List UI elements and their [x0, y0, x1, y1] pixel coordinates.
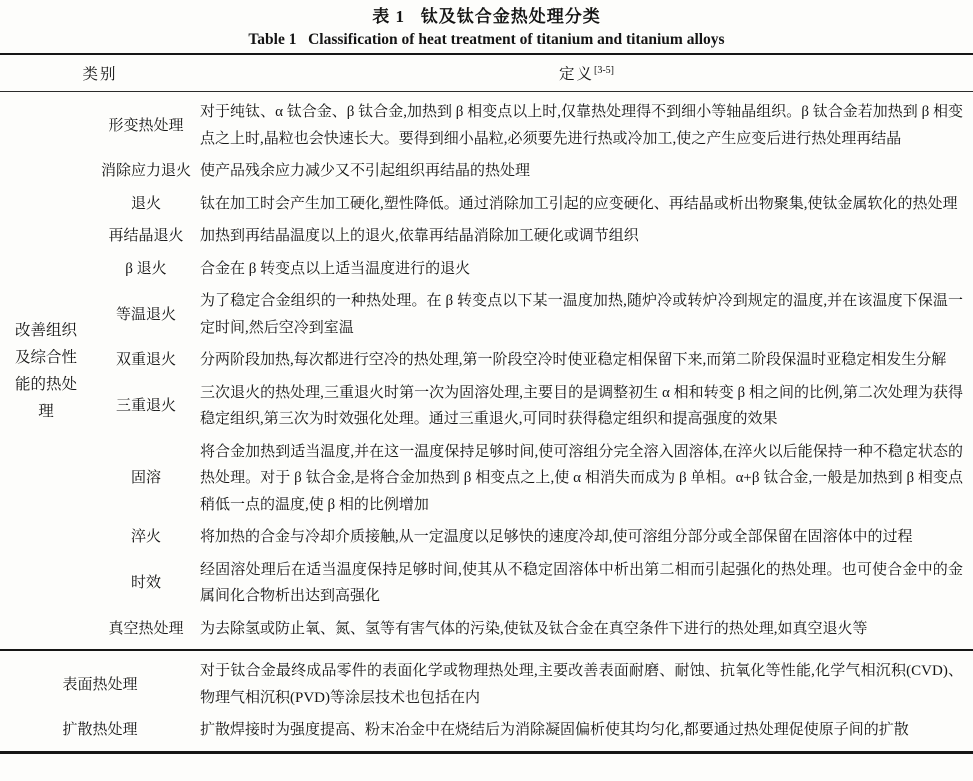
- treatment-definition: 三次退火的热处理,三重退火时第一次为固溶处理,主要目的是调整初生 α 相和转变 β 相之间的比例,第二次处理为获得稳定组织,第三次为时效强化处理。通过三重退火,可同时获得稳定组织和提高强度的效果: [200, 384, 963, 427]
- table-row: [92, 613, 973, 646]
- table-row: [92, 253, 973, 286]
- column-header-category: 类别: [82, 66, 118, 83]
- column-header-definition: [200, 62, 973, 84]
- treatment-name: 扩散热处理: [62, 722, 138, 739]
- table-row: [92, 220, 973, 253]
- table-row: [92, 521, 973, 554]
- table-row: [92, 554, 973, 613]
- treatment-definition: 分两阶段加热,每次都进行空冷的热处理,第一阶段空冷时使亚稳定相保留下来,而第二阶段保温时亚稳定相发生分解: [200, 352, 947, 368]
- table-header-row: [0, 55, 973, 92]
- treatment-definition: 对于钛合金最终成品零件的表面化学或物理热处理,主要改善表面耐磨、耐蚀、抗氧化等性能,化学气相沉积(CVD)、物理气相沉积(PVD)等涂层技术也包括在内: [200, 663, 963, 706]
- citation-reference: [3-5]: [594, 64, 614, 76]
- treatment-name: 时效: [130, 575, 161, 591]
- treatment-name: 表面热处理: [62, 676, 138, 693]
- treatment-definition: 经固溶处理后在适当温度保持足够时间,使其从不稳定固溶体中析出第二相而引起强化的热处理。也可使合金中的金属间化合物析出达到高强化: [200, 561, 963, 604]
- treatment-name: 形变热处理: [108, 117, 184, 134]
- treatment-name: 退火: [130, 195, 161, 212]
- treatment-definition: 对于纯钛、α 钛合金、β 钛合金,加热到 β 相变点以上时,仅靠热处理得不到细小等轴晶组织。β 钛合金若加热到 β 相变点之上时,晶粒也会快速长大。要得到细小晶粒,必须要先进行热或冷加工,使之产生应变后进行热处理再结晶: [200, 104, 963, 147]
- table-row: [92, 285, 973, 344]
- treatment-definition: 为去除氢或防止氧、氮、氢等有害气体的污染,使钛及钛合金在真空条件下进行的热处理,如真空退火等: [200, 620, 868, 637]
- treatment-definition: 将合金加热到适当温度,并在这一温度保持足够时间,使可溶组分完全溶入固溶体,在淬火以后能保持一种不稳定状态的热处理。对于 β 钛合金,是将合金加热到 β 相变点之上,使 α 相消失而成为 β 单相。α+β 钛合金,一般是加热到 β 相变点稍低一点的温度,使 β 相的比例增加: [200, 443, 963, 513]
- table-title-english: Table 1 Classification of heat treatment of titanium and titanium alloys: [248, 31, 725, 48]
- treatment-definition: 钛在加工时会产生加工硬化,塑性降低。通过消除加工引起的应变硬化、再结晶或析出物聚集,使钛金属软化的热处理: [200, 195, 958, 212]
- treatment-name: 再结晶退火: [108, 228, 184, 245]
- table-row: [92, 96, 973, 155]
- treatment-name: 真空热处理: [108, 620, 184, 637]
- treatment-definition: 扩散焊接时为强度提高、粉末冶金中在烧结后为消除凝固偏析使其均匀化,都要通过热处理促使原子间的扩散: [200, 722, 909, 738]
- table-row: [92, 344, 973, 377]
- treatment-name: 等温退火: [115, 306, 176, 323]
- treatment-definition: 为了稳定合金组织的一种热处理。在 β 转变点以下某一温度加热,随炉冷或转炉冷到规定的温度,并在该温度下保温一定时间,然后空冷到室温: [200, 293, 963, 336]
- treatment-name: 双重退火: [115, 352, 176, 369]
- table-row: [0, 655, 973, 714]
- treatment-definition: 使产品残余应力减少又不引起组织再结晶的热处理: [200, 163, 531, 179]
- group-rows: [0, 655, 973, 747]
- treatment-name: 三重退火: [115, 398, 176, 414]
- treatment-name: β 退火: [125, 260, 167, 277]
- table-row: [0, 714, 973, 747]
- table-row: [92, 155, 973, 188]
- table-body: [0, 92, 973, 751]
- table-row: [92, 188, 973, 221]
- group-rows: [92, 96, 973, 645]
- treatment-definition: 将加热的合金与冷却介质接触,从一定温度以足够快的速度冷却,使可溶组分部分或全部保留在固溶体中的过程: [200, 529, 913, 545]
- category-label: 改善组织及综合性能的热处理: [14, 321, 77, 420]
- definition-header-label: 定义: [558, 66, 594, 83]
- treatment-name: 消除应力退火: [100, 163, 191, 180]
- table-row: [92, 436, 973, 522]
- table-row: [92, 377, 973, 436]
- category-group: [0, 92, 973, 649]
- category-group: [0, 651, 973, 751]
- treatment-definition: 加热到再结晶温度以上的退火,依靠再结晶消除加工硬化或调节组织: [200, 228, 639, 244]
- table-title-chinese: 表 1 钛及钛合金热处理分类: [372, 7, 601, 26]
- treatment-name: 固溶: [130, 470, 161, 487]
- treatment-name: 淬火: [130, 529, 161, 546]
- classification-table: [0, 53, 973, 754]
- treatment-definition: 合金在 β 转变点以上适当温度进行的退火: [200, 260, 471, 277]
